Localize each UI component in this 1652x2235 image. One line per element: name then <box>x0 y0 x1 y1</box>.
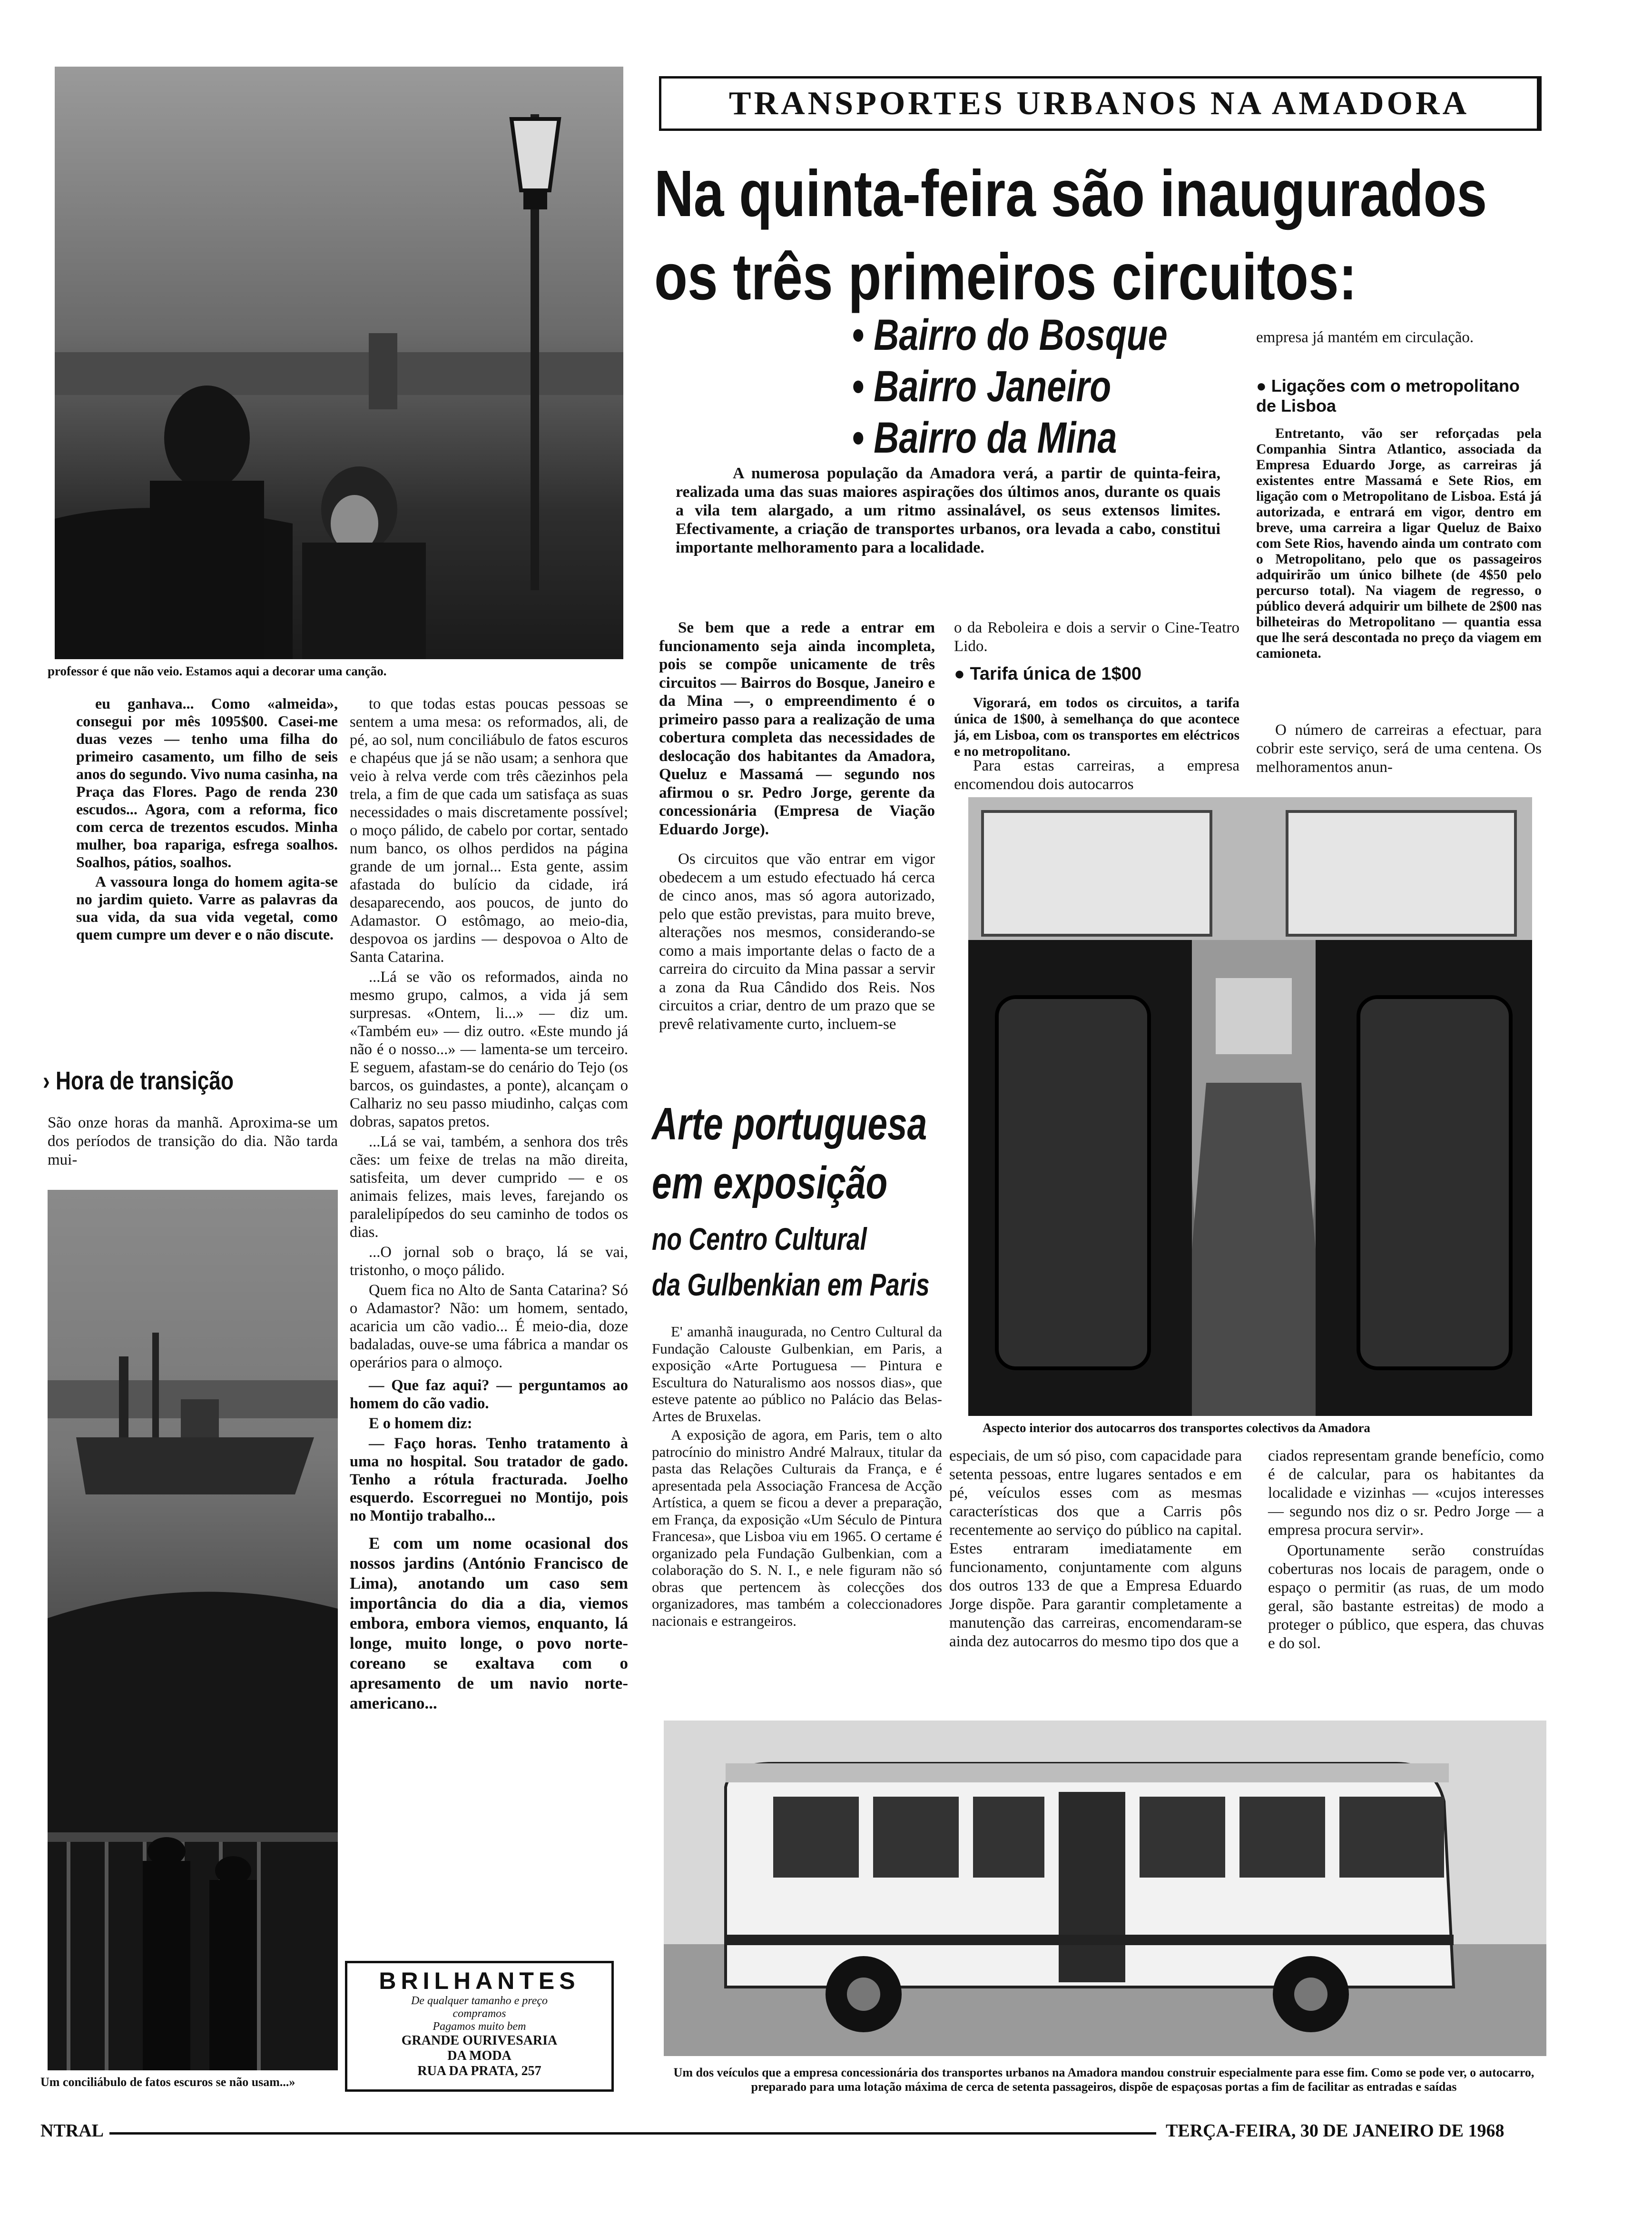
lead-paragraph <box>676 464 1220 559</box>
paragraph: A exposição de agora, em Paris, tem o alto patrocínio do ministro André Malraux, titular da pasta das Relações Culturais da França, e é apresentada pela Associação Francesa de Acção Artística, a quem se ficou a dever a preparação, em França, da exposição «Um Século de Pintura Francesa», que Lisboa viu em 1965. O certame é organizado pela Fundação Gulbenkian, com a colaboração do S. N. I., e nele figuram não só obras que pertencem às colecções dos organizadores, mas também a coleccionadores nacionais e estrangeiros. <box>652 1426 942 1629</box>
left-column-1-top <box>76 695 338 945</box>
hora-section-title: › Hora de transição <box>43 1067 234 1095</box>
bus-interior-photo <box>968 797 1532 1416</box>
harbor-illustration <box>48 1190 338 2070</box>
paragraph: Para estas carreiras, a empresa encomendou dois autocarros <box>954 757 1239 793</box>
paragraph: E' amanhã inaugurada, no Centro Cultural da Fundação Calouste Gulbenkian, em Paris, a exposição «Arte Portuguesa — Pintura e Escultura do Naturalismo aos nossos dias», que esteve patente ao público no Palácio das Belas-Artes de Bruxelas. <box>652 1323 942 1424</box>
paragraph: ...O jornal sob o braço, lá se vai, tristonho, o moço pálido. <box>350 1244 628 1279</box>
bus-exterior-caption: Um dos veículos que a empresa concessionária dos transportes urbanos na Amadora mandou construir especialmente para esse fim. Como se pode ver, o autocarro, preparado para uma lotação máxima de cerca de setenta passageiros, dispõe de espaçosas portas a fim de facilitar as entradas e saídas <box>673 2066 1534 2094</box>
paragraph: — Faço horas. Tenho tratamento à uma no hospital. Sou tratador de gado. Tenho a rótula fracturada. Joelho esquerdo. Escorreguei no Montijo, pois no Montijo trabalho... <box>350 1435 628 1524</box>
ad-line: compramos <box>452 2008 506 2020</box>
paragraph: Quem fica no Alto de Santa Catarina? Só o Adamastor? Não: um homem, sentado, acaricia um cão vadio... É meio-dia, doze badaladas, ouve-se uma fábrica a mandar os operários para o almoço. <box>350 1282 628 1371</box>
right-column-top: empresa já mantém em circulação. <box>1256 329 1474 346</box>
bullet-icon: ● <box>1256 376 1271 396</box>
bus-exterior-photo <box>664 1721 1546 2056</box>
right-column-after <box>1256 721 1542 779</box>
paragraph: Oportunamente serão construídas coberturas nos locais de paragem, onde o espaço o permitir (as ruas, de um modo geral, são bastante estreitas) de modo a proteger o público, que espera, das chuvas e do sol. <box>1268 1542 1544 1652</box>
mid-column-2-after <box>954 757 1239 796</box>
bus-column-2 <box>1268 1447 1544 1655</box>
ad-line: DA MODA <box>447 2048 511 2063</box>
footer-rule <box>109 2132 1156 2135</box>
arte-title-line-1: Arte portuguesa <box>652 1098 927 1149</box>
paragraph: O número de carreiras a efectuar, para cobrir este serviço, será de uma centena. Os melhoramentos anun- <box>1256 722 1542 776</box>
paragraph: A numerosa população da Amadora verá, a partir de quinta-feira, realizada uma das suas maiores aspirações dos últimos anos, durante os quais a vila tem alargado, a um ritmo assinalável, os seus extensos limites. Efectivamente, a criação de transportes urbanos, ora levada a cabo, constitui importante melhoramento para a localidade. <box>676 465 1220 556</box>
paragraph: o da Reboleira e dois a servir o Cine-Teatro Lido. <box>954 619 1239 655</box>
section-header: TRANSPORTES URBANOS NA AMADORA <box>728 85 1470 122</box>
arte-subtitle <box>652 1216 930 1307</box>
paragraph: eu ganhava... Como «almeida», consegui por mês 1095$00. Casei-me duas vezes — tenho uma filha do primeiro casamento, um filho de seis anos do segundo. Vivo numa casinha, na Praça das Flores. Pago de renda 230 escudos... Agora, com a reforma, fico com cerca de trezentos escudos. Minha mulher, boa rapariga, esfrega soalhos. Soalhos, pátios, soalhos. <box>76 695 338 870</box>
bus-column-1 <box>949 1447 1242 1653</box>
ad-line: Pagamos muito bem <box>433 2020 526 2033</box>
paragraph: E o homem diz: <box>369 1415 472 1432</box>
brilhantes-ad <box>345 1961 614 2092</box>
arte-subtitle-line-2: da Gulbenkian em Paris <box>652 1267 930 1302</box>
ad-line: GRANDE OURIVESARIA <box>401 2033 558 2048</box>
top-photo-lamp-couple <box>55 67 623 659</box>
hora-text: São onze horas da manhã. Aproxima-se um dos períodos de transição do dia. Não tarda mui- <box>48 1114 338 1168</box>
paragraph: — Que faz aqui? — perguntamos ao homem do cão vadio. <box>350 1377 628 1412</box>
ad-title: BRILHANTES <box>379 1968 580 1994</box>
ad-line: De qualquer tamanho e preço <box>411 1995 548 2007</box>
paragraph: ...Lá se vai, também, a senhora dos três cães: um feixe de trelas na mão direita, satisfeita, um dever cumprido — e os animais felizes, mais leves, farejando os paralelipípedos do seu caminho de todos os dias. <box>350 1133 628 1241</box>
paragraph: especiais, de um só piso, com capacidade para setenta pessoas, entre lugares sentados e em pé, veículos esses com as mesmas características dos que a Carris pôs recentemente ao serviço do público na capital. Estes entraram imediatamente em funcionamento, conjuntamente com alguns dos outros 133 de que a Empresa Eduardo Jorge dispõe. Para garantir completamente a manutenção das carreiras, encomendaram-se ainda dez autocarros do mesmo tipo dos que a <box>949 1447 1242 1650</box>
paragraph: Vigorará, em todos os circuitos, a tarifa única de 1$00, à semelhança do que acontece já, em Lisboa, com os transportes em eléctricos e no metropolitano. <box>954 695 1239 759</box>
headline-line-2: os três primeiros circuitos: <box>654 240 1357 314</box>
bullet-janeiro: • Bairro Janeiro <box>852 362 1111 411</box>
arte-subtitle-line-1: no Centro Cultural <box>652 1221 867 1256</box>
paragraph: Os circuitos que vão entrar em vigor obedecem a um estudo efectuado há cerca de cinco anos, mas só agora autorizado, pelo que estão previstas, para muito breve, alterações nos mesmos, considerando-se como a mais importante delas o facto de a carreira do circuito da Mina passar a servir a zona da Rua Cândido dos Reis. Nos circuitos a criar, dentro de um prazo que se prevê relativamente curto, incluem-se <box>659 850 935 1033</box>
circuit-bullets <box>852 309 1168 464</box>
top-photo-caption: professor é que não veio. Estamos aqui a decorar uma canção. <box>48 664 387 678</box>
arte-title <box>652 1095 927 1213</box>
tarifa-subtitle: ● Tarifa única de 1$00 <box>954 664 1141 684</box>
paragraph: E com um nome ocasional dos nossos jardins (António Francisco de Lima), anotando um caso sem importância do dia a dia, viemos embora, embora viemos, enquanto, lá longe, muito longe, o povo norte-coreano se exaltava com o apresamento de um navio norte-americano... <box>350 1534 628 1712</box>
arte-title-line-2: em exposição <box>652 1157 888 1208</box>
harbor-photo-caption: Um conciliábulo de fatos escuros se não usam...» <box>40 2075 295 2089</box>
headline <box>654 152 1487 319</box>
arte-text <box>652 1323 942 1631</box>
bus-interior-caption: Aspecto interior dos autocarros dos transportes colectivos da Amadora <box>983 1421 1370 1435</box>
paragraph: ...Lá se vão os reformados, ainda no mesmo grupo, calmos, a vida já sem surpresas. «Ontem, li...» — diz um. «Também eu» — diz outro. «Este mundo já não é o nosso...» — lamenta-se um terceiro. E seguem, afastam-se do cenário do Tejo (os barcos, os guindastes, a ponte), alcançam o Calhariz no seu passo miudinho, calças com dobras, sapatos pretos. <box>350 969 628 1130</box>
section-header-box <box>659 76 1542 131</box>
footer-date: TERÇA-FEIRA, 30 DE JANEIRO DE 1968 <box>1166 2121 1504 2141</box>
paragraph: ciados representam grande benefício, como é de calcular, para os habitantes da localidade e vizinhas — «cujos interesses — segundo nos diz o sr. Pedro Jorge — a empresa procura servir». <box>1268 1447 1544 1539</box>
paragraph: Se bem que a rede a entrar em funcionamento seja ainda incompleta, pois se compõe unicamente de três circuitos — Bairros do Bosque, Janeiro e da Mina —, o empreendimento é o primeiro passo para a realização de uma cobertura completa das necessidades de deslocação dos habitantes da Amadora, Queluz e Massamá — segundo nos afirmou o sr. Pedro Jorge, gerente da concessionária (Empresa de Viação Eduardo Jorge). <box>659 619 935 838</box>
ad-line: RUA DA PRATA, 257 <box>417 2064 541 2078</box>
footer-left-label: NTRAL <box>40 2121 104 2141</box>
top-photo-illustration <box>55 67 623 659</box>
paragraph: Entretanto, vão ser reforçadas pela Companhia Sintra Atlantico, associada da Empresa Eduardo Jorge, as carreiras já existentes entre Massamá e Sete Rios, em ligação com o Metropolitano de Lisboa. Está já autorizada, e entrará em vigor, dentro em breve, uma carreira a ligar Queluz de Baixo com Sete Rios, havendo ainda um contrato com o Metropolitano, pelo que os passageiros adquirirão um único bilhete (de 4$50 pelo percurso total). Na viagem de regresso, o público deverá adquirir um bilhete de 2$00 nas bilheteiras do Metropolitano — quantia essa que lhe será descontada no preço da viagem em camioneta. <box>1256 426 1542 661</box>
ligacoes-subtitle: ● Ligações com o metropolitano de Lisboa <box>1256 376 1520 415</box>
mid-column-2 <box>954 619 1239 658</box>
arrow-icon: › <box>43 1067 56 1095</box>
paragraph: A vassoura longa do homem agita-se no jardim quieto. Varre as palavras da sua vida, da sua vida vegetal, como quem cumpre um dever e o não discute. <box>76 873 338 943</box>
harbor-photo-men <box>48 1190 338 2070</box>
bus-exterior-illustration <box>664 1721 1546 2056</box>
ligacoes-text <box>1256 426 1542 663</box>
tarifa-text <box>954 695 1239 761</box>
paragraph: to que todas estas poucas pessoas se sentem a uma mesa: os reformados, ali, de pé, ao sol, num conciliábulo de fatos escuros e chapéus que já se não usam; a senhora que veio à relva verde com três cãezinhos pela trela, a fim de que cada um satisfaça as suas necessidades o mais discretamente possível; o moço pálido, de cabelo por cortar, sentado num banco, os olhos perdidos na página grande de um jornal... Esta gente, assim afastada do bulício da cidade, irá desaparecendo, aos poucos, de junto do Adamastor. O estômago, ao meio-dia, despovoa os jardins — despovoa o Alto de Santa Catarina. <box>350 695 628 966</box>
mid-column-1 <box>659 619 935 1035</box>
bullet-icon: ● <box>954 664 970 684</box>
bullet-mina: • Bairro da Mina <box>852 414 1117 462</box>
bullet-bosque: • Bairro do Bosque <box>852 311 1168 359</box>
bus-interior-illustration <box>968 797 1532 1416</box>
headline-line-1: Na quinta-feira são inaugurados <box>654 157 1487 230</box>
left-column-2 <box>350 695 628 1715</box>
